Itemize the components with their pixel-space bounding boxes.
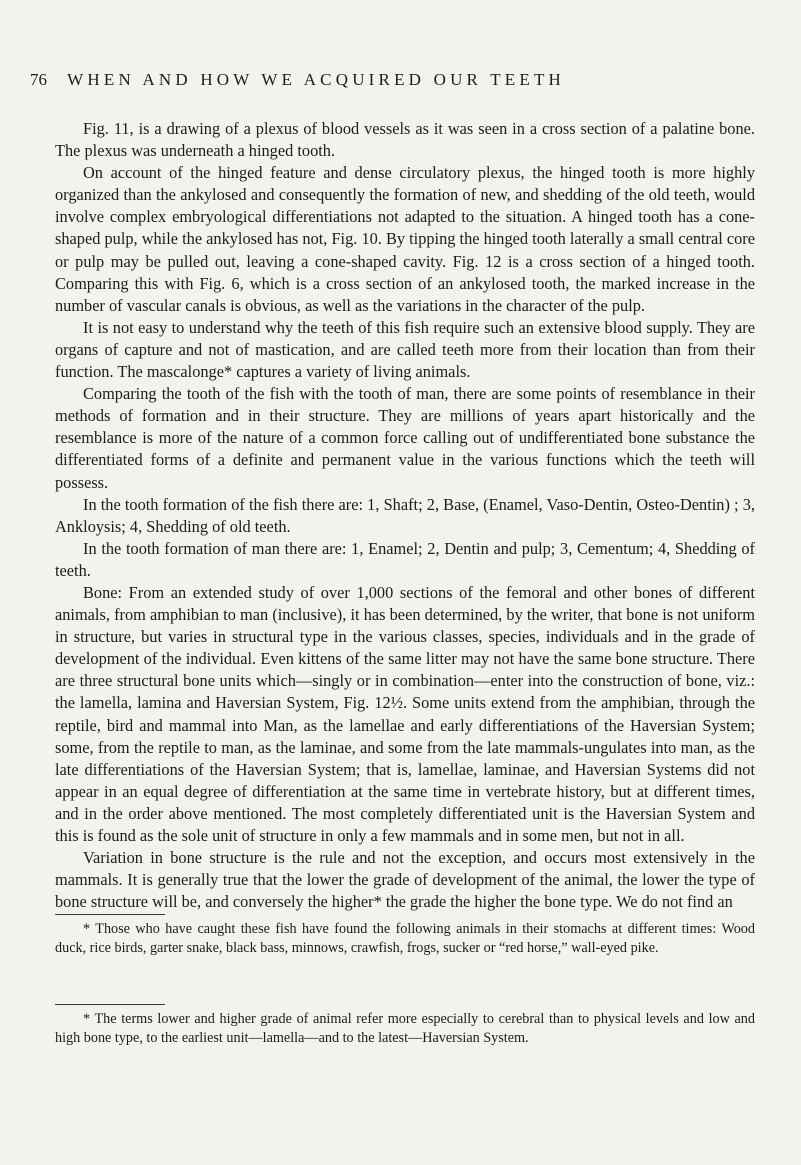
running-header: [30, 70, 761, 90]
body-text: [55, 118, 755, 913]
paragraph: Fig. 11, is a drawing of a plexus of blood vessels as it was seen in a cross section of a palatine bone. The plexus was underneath a hinged tooth.: [55, 119, 755, 161]
page-number: 76: [30, 70, 47, 89]
footnote-text: * The terms lower and higher grade of animal refer more especially to cerebral than to physical levels and low and high bone type, to the earliest unit—lamella—and to the latest—Haversian System.: [55, 1011, 755, 1046]
paragraph: Comparing the tooth of the fish with the tooth of man, there are some points of resemblance in their methods of formation and in their structure. They are millions of years apart historically and the resemblance is more of the nature of a common force calling out of undifferentiated bone substance the differentiated forms of a definite and permanent value in the various functions which the teeth will possess.: [55, 384, 755, 492]
paragraph: It is not easy to understand why the teeth of this fish require such an extensive blood supply. They are organs of capture and not of mastication, and are called teeth more from their location than from their function. The mascalonge* captures a variety of living animals.: [55, 317, 755, 382]
footnote-divider: [55, 1004, 165, 1005]
paragraph: In the tooth formation of man there are: 1, Enamel; 2, Dentin and pulp; 3, Cementum; 4, Shedding of teeth.: [55, 538, 755, 580]
footnote-text: * Those who have caught these fish have found the following animals in their stomachs at different times: Wood duck, rice birds, garter snake, black bass, minnows, crawfish, frogs, sucker or “red horse,” wall-eyed pike.: [55, 921, 755, 956]
paragraph: Bone: From an extended study of over 1,000 sections of the femoral and other bones of different animals, from amphibian to man (inclusive), it has been determined, by the writer, that bone is not uniform in structure, but varies in structural type in the various classes, species, individuals and in the grade of development of the individual. Even kittens of the same litter may not have the same bone structure. There are three structural bone units which—singly or in combination—enter into the construction of bone, viz.: the lamella, lamina and Haversian System, Fig. 12½. Some units extend from the amphibian, through the reptile, bird and mammal into Man, as the lamellae and early differentiations of the Haversian System; some, from the reptile to man, as the laminae, and some from the late mammals-ungulates into man, as the late differentiations of the Haversian System; that is, lamellae, laminae, and Haversian Systems did not appear in an equal degree of differentiation at the same time in vertebrate history, but at different times, and in the order above mentioned. The most completely differentiated unit is the Haversian System and this is found as the sole unit of structure in only a few mammals and in some men, but not in all.: [55, 582, 755, 845]
paragraph: Variation in bone structure is the rule and not the exception, and occurs most extensively in the mammals. It is generally true that the lower the grade of development of the animal, the lower the type of bone structure will be, and conversely the higher* the grade the higher the bone type. We do not find an: [55, 848, 755, 912]
footnote: [55, 920, 755, 957]
running-title: WHEN AND HOW WE ACQUIRED OUR TEETH: [67, 70, 566, 89]
paragraph: On account of the hinged feature and dense circulatory plexus, the hinged tooth is more highly organized than the ankylosed and consequently the formation of new, and shedding of the old teeth, would involve complex embryological differentiations not adapted to the situation. A hinged tooth has a cone-shaped pulp, while the ankylosed has not, Fig. 10. By tipping the hinged tooth laterally a small central core or pulp may be pulled out, leaving a cone-shaped cavity. Fig. 12 is a cross section of a hinged tooth. Comparing this with Fig. 6, which is a cross section of an ankylosed tooth, the marked increase in the number of vascular canals is obvious, as well as the variations in the character of the pulp.: [55, 163, 755, 315]
footnote: [55, 1010, 755, 1047]
paragraph: In the tooth formation of the fish there are: 1, Shaft; 2, Base, (Enamel, Vaso-Dentin, Osteo-Dentin) ; 3, Ankloysis; 4, Shedding of old teeth.: [55, 494, 755, 536]
footnote-divider: [55, 914, 165, 915]
